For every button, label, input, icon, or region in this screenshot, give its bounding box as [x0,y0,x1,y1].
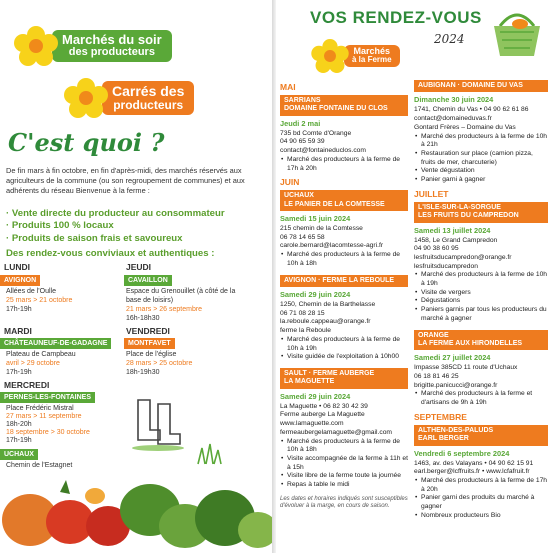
event-bullet: • Vente dégustation [414,167,548,176]
right-panel [276,0,551,553]
event-bullet: • Visite de vergers [414,289,548,298]
grass-icon [196,442,224,466]
event-line: La Maguette • 06 82 30 42 39 [280,402,368,410]
event-header: SARRIANS DOMAINE FONTAINE DU CLOS [280,95,408,116]
event-header: AUBIGNAN · DOMAINE DU VAS [414,80,548,92]
month-heading: SEPTEMBRE [414,411,467,422]
market-tag-avignon: AVIGNON [0,275,40,286]
event-line: 06 71 08 28 15 [280,309,325,317]
event-bullet: • Marché des producteurs à la ferme et d'artisans de 9h à 19h [414,390,548,407]
event-line: 04 90 65 59 39 [280,138,325,146]
market-hours: 17h-19h [6,437,32,444]
market-hours: 18h-20h [6,421,32,428]
event-bullet: • Marché des producteurs à la ferme de 10h à 19h [280,336,408,353]
rendez-vous-title: VOS RENDEZ-VOUS [310,8,482,27]
market-dates: 28 mars > 25 octobre [126,360,193,367]
event-line: 06 78 14 65 58 [280,233,325,241]
event-uchaux [280,190,408,268]
event-date: Vendredi 6 septembre 2024 [414,448,510,458]
event-bullet: • Panier garni à gagner [414,176,548,185]
event-line: lesfruitsducampredon@orange.fr [414,253,512,261]
event-line: 215 chemin de la Comtesse [280,225,363,233]
market-place: Chemin de l'Estagnet [6,462,73,469]
market-hours: 18h-19h30 [126,369,160,376]
market-dates: 27 mars > 11 septembre [6,413,82,420]
event-line: earl.berger@lcffruits.fr • www.lcfafruit.fr [414,468,530,476]
event-line: carole.bernard@lacomtesse-agri.fr [280,242,384,250]
event-line: contact@fontaineduclos.com [280,147,366,155]
logo-line2: des producteurs [68,45,155,58]
event-bullet: • Marché des producteurs à la ferme de 10h à 21h [414,133,548,150]
event-header: SAULT · FERME AUBERGE LA MAGUETTE [280,368,408,389]
event-date: Samedi 29 juin 2024 [280,289,351,299]
event-bullet: • Marché des producteurs à la ferme de 17h à 20h [414,477,548,494]
logo-marches-a-la-ferme [308,36,400,76]
badge-ferme [344,45,400,68]
boots-illustration [128,392,188,452]
market-tag-montfavet: MONTFAVET [124,338,175,349]
market-dates: avril > 29 octobre [6,360,60,367]
event-header: ALTHEN-DES-PALUDS EARL BERGER [414,425,548,446]
day-mercredi: MERCREDI [4,380,50,390]
event-header: AVIGNON · FERME LA REBOULE [280,275,408,287]
logo-line2: producteurs [113,97,184,112]
event-sarrians [280,95,408,173]
logo-line1: Marchés du soir [62,31,162,47]
event-header: ORANGE LA FERME AUX HIRONDELLES [414,330,548,351]
market-dates: 21 mars > 26 septembre [126,306,203,313]
basket-icon [490,4,544,60]
event-orange [414,330,548,408]
logo-marches-du-soir [14,26,172,66]
event-sault [280,368,408,490]
market-hours: 17h-19h [6,306,32,313]
event-date: Dimanche 30 juin 2024 [414,95,494,105]
day-vendredi: VENDREDI [126,326,170,336]
event-date: Samedi 29 juin 2024 [280,391,351,401]
event-date: Samedi 15 juin 2024 [280,214,351,224]
badge-marches-soir [52,30,172,62]
vegetables-illustration [0,470,272,553]
market-tag-pernes: PERNES-LES-FONTAINES [0,392,95,403]
logo-line1: Marchés [353,45,391,56]
market-place: Plateau de Campbeau [6,351,76,358]
event-bullet: • Repas à table le midi [280,481,408,490]
event-bullet: • Visite accompagnée de la ferme à 11h et à 15h [280,455,408,472]
event-line: Ferme auberge La Maguette [280,411,365,419]
event-line: ferme la Reboule [280,327,331,335]
event-line: brigitte.panicucci@orange.fr [414,381,498,389]
market-dates: 25 mars > 21 octobre [6,297,73,304]
section-title: C'est quoi ? [8,128,165,157]
event-bullet: • Dégustations [414,297,548,306]
event-line: 1250, Chemin de la Barthelasse [280,300,376,308]
benefits-list [6,208,268,245]
event-line: fermeaubergelamaguette@gmail.com [280,428,392,436]
event-bullet: • Marché des producteurs à la ferme de 10h à 18h [280,438,408,455]
event-bullet: • Panier garni des produits du marché à gagner [414,494,548,511]
logo-line2: à la Ferme [352,55,392,65]
market-tag-cavaillon: CAVAILLON [124,275,172,286]
flower-icon [64,78,108,118]
event-date: Samedi 13 juillet 2024 [414,225,491,235]
event-bullet: • Marché des producteurs à la ferme de 17h à 20h [280,156,408,173]
day-lundi: LUNDI [4,262,30,272]
month-heading: MAI [280,82,296,92]
benefit-item: · Produits de saison frais et savoureux [6,232,183,244]
event-bullet: • Marché des producteurs à la ferme de 10h à 18h [280,251,408,268]
market-place: Place Frédéric Mistral [6,405,74,412]
event-bullet: • Marché des producteurs à la ferme de 10h à 19h [414,271,548,288]
event-avignon [280,275,408,362]
event-line: 1463, av. des Valayans • 04 90 62 15 91 [414,459,534,467]
month-heading: JUIN [280,177,300,188]
day-mardi: MARDI [4,326,32,336]
event-line: www.lamaguette.com [280,420,344,428]
event-line: 1458, Le Grand Campredon [414,236,498,244]
market-hours: 17h-19h [6,369,32,376]
event-bullet: • Paniers garnis par tous les producteurs du marché à gagner [414,306,548,323]
event-bullet: • Visite libre de la ferme toute la journée [280,472,408,481]
event-date: Jeudi 2 mai [280,118,321,128]
intro-text: De fin mars à fin octobre, en fin d'après-midi, des marchés réservés aux agriculteurs de la commune (ou son regroupement de communes) et aux adhérents du réseau Bienvenue à la ferme : [6,166,245,195]
event-isle [414,202,548,324]
event-line: 1741, Chemin du Vas • 04 90 62 61 86 [414,106,529,114]
events-column-1 [280,78,408,511]
event-line: 04 90 38 60 95 [414,245,459,253]
rdv-heading: Des rendez-vous conviviaux et authentiques : [6,248,215,259]
event-header: UCHAUX LE PANIER DE LA COMTESSE [280,190,408,211]
event-header: L'ISLE-SUR-LA-SORGUE LES FRUITS DU CAMPREDON [414,202,548,223]
market-place: Place de l'église [126,351,177,358]
event-date: Samedi 27 juillet 2024 [414,353,491,363]
flower-icon [14,26,58,66]
market-hours: 16h-18h30 [126,315,160,322]
event-althen [414,425,548,521]
flower-icon [311,39,348,73]
event-line: la.reboule.cappeau@orange.fr [280,318,371,326]
event-line: lesfruitsducampredon [414,262,478,270]
event-line: 735 bd Comte d'Orange [280,129,352,137]
event-bullet: • Restauration sur place (camion pizza, fruits de mer, charcuterie) [414,150,548,167]
market-tag-chateauneuf: CHÂTEAUNEUF-DE-GADAGNE [0,338,111,349]
logo-carres-des-producteurs [64,78,194,118]
events-column-2 [414,80,548,521]
left-panel [0,0,272,553]
logo-line1: Carrés des [112,82,185,99]
benefit-item: · Vente directe du producteur au consommateur [6,208,225,219]
market-place: Allées de l'Oulle [6,288,56,295]
disclaimer-note: Les dates et horaires indiqués sont susceptibles d'évoluer à la marge, en cours de saison. [280,495,408,510]
market-dates: 18 septembre > 30 octobre [6,429,90,436]
day-jeudi: JEUDI [126,262,152,272]
year-label: 2024 [434,32,465,46]
event-bullet: • Nombreux producteurs Bio [414,512,548,521]
market-place: Espace du Grenouillet (à côté de la base de loisirs) [126,288,236,304]
event-line: 06 18 81 46 25 [414,373,459,381]
event-line: Impasse 385CD 11 route d'Uchaux [414,364,518,372]
badge-carres [102,81,194,115]
event-bullet: • Visite guidée de l'exploitation à 10h00 [280,353,408,362]
benefit-item: · Produits 100 % locaux [6,220,114,232]
market-tag-uchaux: UCHAUX [0,449,38,460]
event-line: contact@domaineduvas.fr [414,115,492,123]
month-heading: JUILLET [414,188,449,199]
event-aubignan [414,80,548,185]
event-line: Gontard Frères – Domaine du Vas [414,123,516,131]
